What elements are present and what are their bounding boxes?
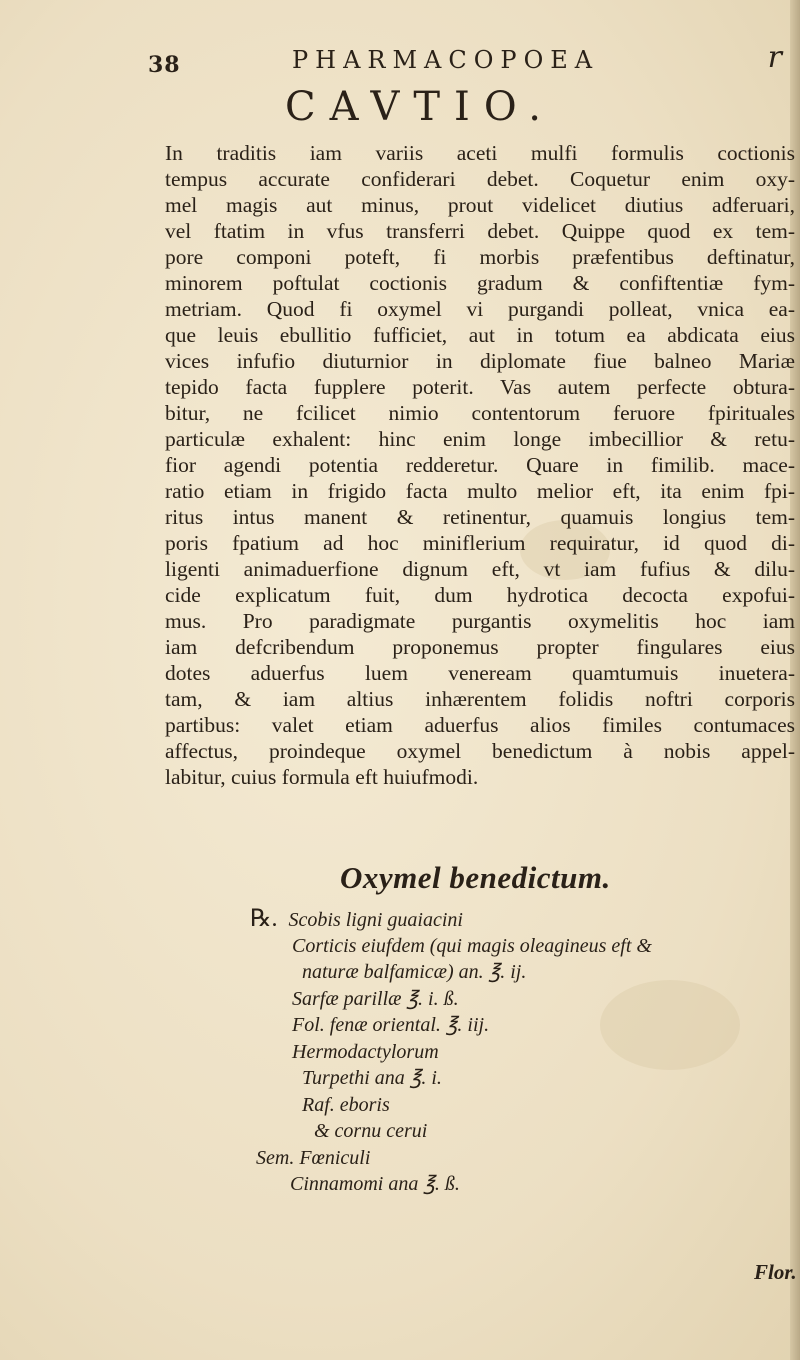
recipe-title: Oxymel benedictum. [340,860,611,895]
text-line: dotes aduerfus luem veneream quamtumuis inuetera- [165,661,795,685]
page-number: 38 [148,52,181,78]
text-line: minorem poftulat coctionis gradum & confiftentiæ fym- [165,271,795,295]
text-line: tepido facta fupplere poterit. Vas autem perfecte obtura- [165,375,795,399]
recipe-line: Turpethi ana ℥. i. [302,1067,442,1089]
text-line: ritus intus manent & retinentur, quamuis longius tem- [165,505,795,529]
text-line: partibus: valet etiam aduerfus alios fimiles contumaces [165,713,795,737]
recipe-line: & cornu cerui [314,1120,428,1142]
recipe-line: Raf. eboris [302,1093,390,1116]
text-line: In traditis iam variis aceti mulfi formulis coctionis [165,141,795,165]
text-line: particulæ exhalent: hinc enim longe imbecillior & retu- [165,427,795,451]
text-line: labitur, cuius formula eft huiufmodi. [165,765,479,789]
recipe-line: Sarfæ parillæ ℥. i. ß. [292,987,459,1010]
text-line: iam defcribendum proponemus propter fingulares eius [165,635,795,659]
recipe-line: Hermodactylorum [292,1040,439,1063]
text-line: que leuis ebullitio fufficiet, aut in totum ea abdicata eius [165,323,795,347]
recipe-line: naturæ balfamicæ) an. ℥. ij. [302,961,527,983]
body-paragraph [165,140,795,790]
text-line: metriam. Quod fi oxymel vi purgandi polleat, vnica ea- [165,297,795,321]
text-line: mus. Pro paradigmate purgantis oxymelitis hoc iam [165,609,795,633]
running-head: PHARMACOPOEA [292,46,600,74]
text-line: ratio etiam in frigido facta multo melior eft, ita enim fpi- [165,479,795,503]
text-line: affectus, proindeque oxymel benedictum à nobis appel- [165,739,795,763]
recipe-symbol: ℞. [250,906,278,932]
text-line: tempus accurate confiderari debet. Coquetur enim oxy- [165,167,795,191]
section-title: CAVTIO. [284,84,556,130]
text-line: poris fpatium ad hoc miniflerium requiratur, id quod di- [165,531,795,555]
text-line: pore componi poteft, fi morbis præfentibus deftinatur, [165,245,795,269]
text-line: ligenti animaduerfione dignum eft, vt iam fufius & dilu- [165,557,795,581]
text-line: tam, & iam altius inhærentem folidis noftri corporis [165,687,795,711]
text-line: vel ftatim in vfus transferri debet. Quippe quod ex tem- [165,219,795,243]
text-line: vices infufio diuturnior in diplomate fiue balneo Mariæ [165,349,795,373]
recipe-list [250,906,800,1198]
catchword: Flor. [754,1260,797,1284]
recipe-line: Fol. fenæ oriental. ℥. iij. [292,1014,490,1036]
text-line: cide explicatum fuit, dum hydrotica decocta expofui- [165,583,795,607]
corner-mark: r [767,40,782,75]
recipe-line: Sem. Fœniculi [256,1146,371,1169]
recipe-line: Corticis eiufdem (qui magis oleagineus eft & [292,934,652,957]
text-line: bitur, ne fcilicet nimio contentorum feruore fpirituales [165,401,795,425]
text-line: fior agendi potentia redderetur. Quare in fimilib. mace- [165,453,795,477]
recipe-line: Cinnamomi ana ℥. ß. [290,1173,460,1195]
recipe-ingredient: Scobis ligni guaiacini [288,909,463,931]
recipe-line [250,906,800,933]
text-line: mel magis aut minus, prout videlicet diutius adferuari, [165,193,795,217]
